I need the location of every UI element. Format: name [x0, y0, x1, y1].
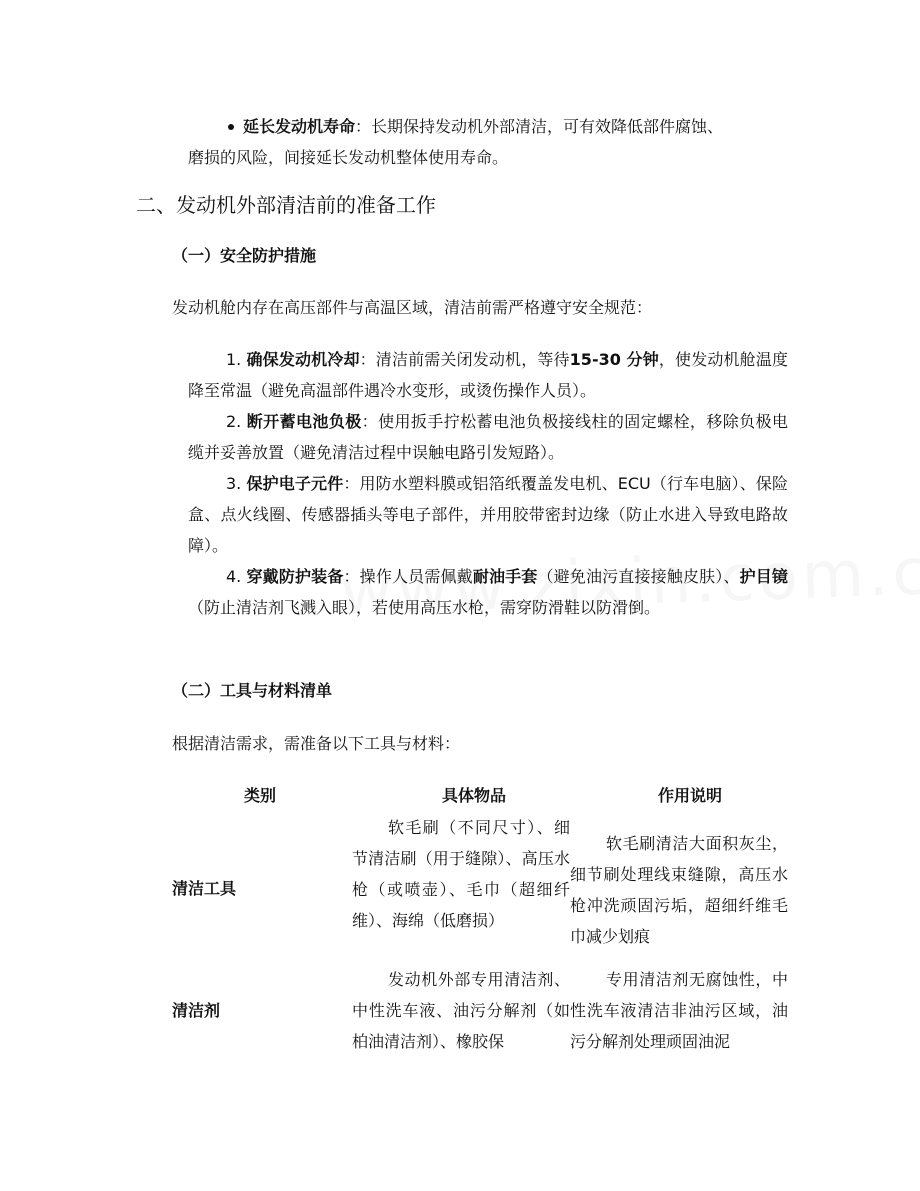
tools-table — [172, 780, 788, 1064]
list-text: ：使用扳手拧松蓄电池负极接线柱的固定螺栓，移除负极电缆并妥善放置（避免清洁过程中误触电路引发短路）。 — [188, 412, 788, 462]
list-text: （防止清洁剂飞溅入眼），若使用高压水枪，需穿防滑鞋以防滑倒。 — [188, 598, 661, 617]
cell-description: 专用清洁剂无腐蚀性，中性洗车液清洁非油污区域，油污分解剂处理顽固油泥 — [570, 970, 788, 1051]
list-term: 保护电子元件 — [246, 474, 344, 493]
header-category: 类别 — [244, 786, 277, 805]
bullet-text-cont: 磨损的风险，间接延长发动机整体使用寿命。 — [188, 148, 509, 167]
list-bold: 耐油手套 — [472, 567, 538, 586]
list-number: 3. — [226, 474, 242, 493]
table-row — [172, 812, 788, 964]
list-item — [188, 406, 788, 468]
cell-category: 清洁工具 — [172, 879, 237, 898]
tools-intro: 根据清洁需求，需准备以下工具与材料： — [172, 734, 461, 753]
list-bold: 15-30 分钟 — [569, 350, 659, 369]
header-items: 具体物品 — [442, 786, 507, 805]
safety-list — [188, 344, 788, 623]
list-text: ：用防水塑料膜或铝箔纸覆盖发电机、ECU（行车电脑）、保险盒、点火线圈、传感器插头等电子部件，并用胶带密封边缘（防止水进入导致电路故障）。 — [188, 474, 788, 555]
list-text: ：操作人员需佩戴 — [343, 567, 473, 586]
list-text: （避免油污直接接触皮肤）、 — [537, 567, 740, 586]
list-term: 确保发动机冷却 — [246, 350, 360, 369]
cell-description: 软毛刷清洁大面积灰尘，细节刷处理线束缝隙，高压水枪冲洗顽固污垢，超细纤维毛巾减少划痕 — [570, 834, 788, 946]
header-description: 作用说明 — [658, 786, 723, 805]
subsection-heading-safety: （一）安全防护措施 — [172, 246, 317, 265]
table-row — [172, 964, 788, 1064]
list-term: 穿戴防护装备 — [246, 567, 344, 586]
list-text: ，使发动机舱温度降至常温（避免高温部件遇冷水变形，或烫伤操作人员）。 — [188, 350, 788, 400]
bullet-text: ：长期保持发动机外部清洁，可有效降低部件腐蚀、 — [355, 117, 724, 136]
safety-intro: 发动机舱内存在高压部件与高温区域，清洁前需严格遵守安全规范： — [172, 298, 653, 317]
section-heading: 二、发动机外部清洁前的准备工作 — [136, 193, 436, 217]
table-header — [172, 780, 788, 812]
list-number: 1. — [226, 350, 242, 369]
list-term: 断开蓄电池负极 — [246, 412, 362, 431]
bullet-item — [188, 111, 788, 173]
list-bold: 护目镜 — [739, 567, 788, 586]
cell-items: 软毛刷（不同尺寸）、细节清洁刷（用于缝隙）、高压水枪（或喷壶）、毛巾（超细纤维）、海绵（低磨损） — [352, 818, 570, 930]
cell-category: 清洁剂 — [172, 1001, 221, 1020]
list-number: 2. — [226, 412, 242, 431]
list-text: ：清洁前需关闭发动机，等待 — [359, 350, 570, 369]
bullet-dot-icon — [228, 124, 234, 130]
list-number: 4. — [226, 567, 242, 586]
cell-items: 发动机外部专用清洁剂、中性洗车液、油污分解剂（如柏油清洁剂）、橡胶保 — [352, 970, 570, 1051]
list-item — [188, 468, 788, 561]
list-item — [188, 561, 788, 623]
bullet-term: 延长发动机寿命 — [243, 117, 356, 136]
list-item — [188, 344, 788, 406]
subsection-heading-tools: （二）工具与材料清单 — [172, 681, 333, 700]
